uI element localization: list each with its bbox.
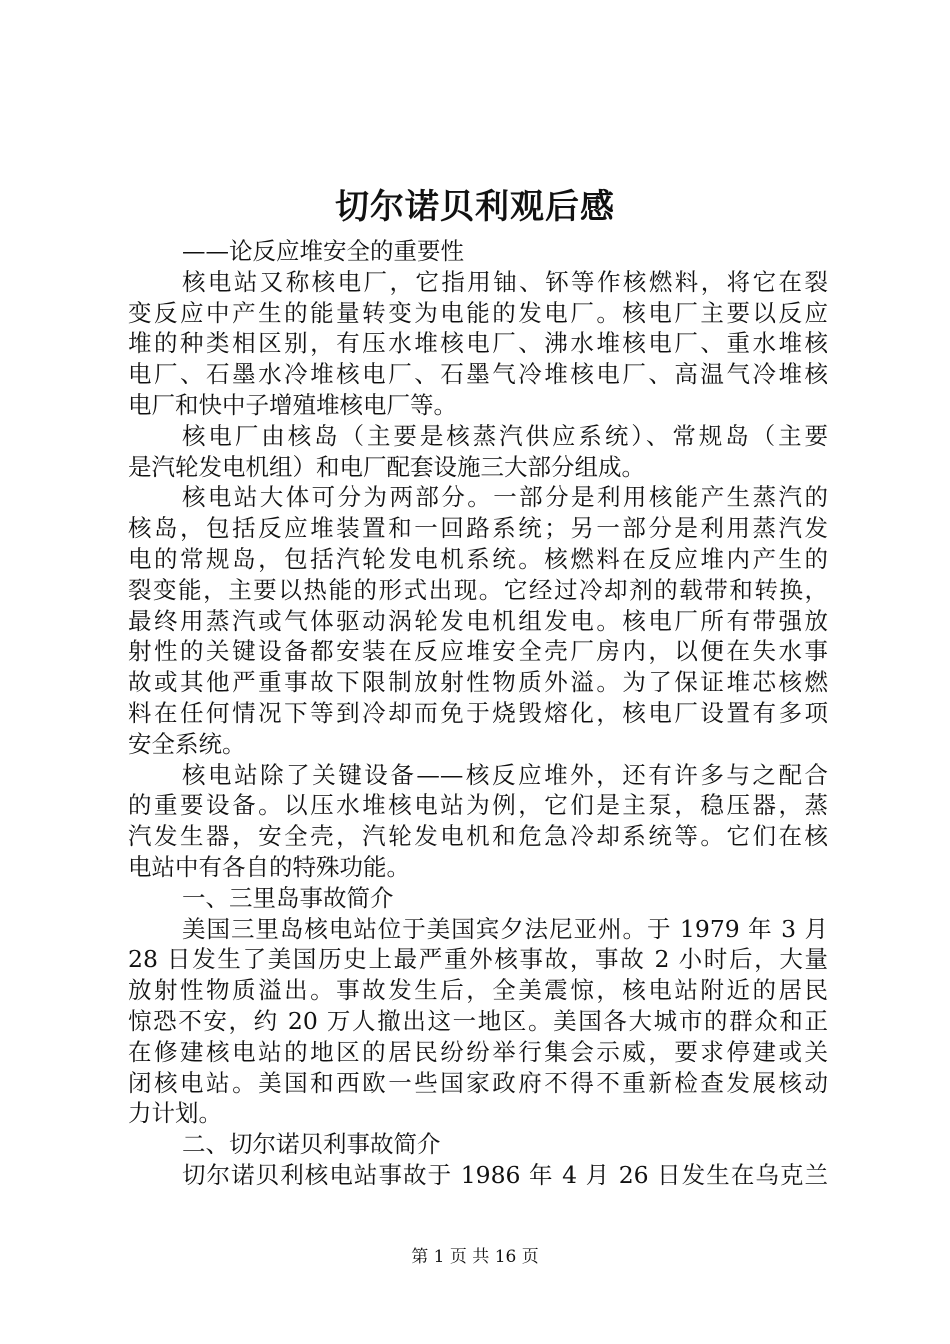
text-line: 核电站大体可分为两部分。一部分是利用核能产生蒸汽的 — [182, 483, 828, 512]
text-line: 闭核电站。美国和西欧一些国家政府不得不重新检查发展核动 — [128, 1068, 828, 1097]
text-line: 电厂、石墨水冷堆核电厂、石墨气冷堆核电厂、高温气冷堆核 — [128, 360, 828, 389]
text-line: 变反应中产生的能量转变为电能的发电厂。核电厂主要以反应 — [128, 298, 828, 327]
text-line: 的重要设备。以压水堆核电站为例，它们是主泵，稳压器，蒸 — [128, 791, 828, 820]
text-line: 核岛，包括反应堆装置和一回路系统；另一部分是利用蒸汽发 — [128, 514, 828, 543]
text-line: 惊恐不安，约 20 万人撤出这一地区。美国各大城市的群众和正 — [128, 1006, 828, 1035]
text-line: ——论反应堆安全的重要性 — [182, 237, 464, 265]
text-line: 核电站又称核电厂，它指用铀、钚等作核燃料，将它在裂 — [182, 267, 828, 296]
text-line: 在修建核电站的地区的居民纷纷举行集会示威，要求停建或关 — [128, 1037, 828, 1066]
text-line: 堆的种类相区别，有压水堆核电厂、沸水堆核电厂、重水堆核 — [128, 329, 828, 358]
text-line: 电站中有各自的特殊功能。 — [128, 852, 410, 881]
text-line: 核电站除了关键设备——核反应堆外，还有许多与之配合 — [182, 760, 828, 789]
text-line: 美国三里岛核电站位于美国宾夕法尼亚州。于 1979 年 3 月 — [182, 914, 828, 943]
text-line: 电厂和快中子增殖堆核电厂等。 — [128, 390, 457, 419]
text-line: 是汽轮发电机组）和电厂配套设施三大部分组成。 — [128, 452, 645, 481]
text-line: 最终用蒸汽或气体驱动涡轮发电机组发电。核电厂所有带强放 — [128, 606, 828, 635]
page-footer: 第 1 页 共 16 页 — [411, 1247, 539, 1267]
document-title: 切尔诺贝利观后感 — [335, 187, 615, 227]
text-line: 料在任何情况下等到冷却而免于烧毁熔化，核电厂设置有多项 — [128, 698, 828, 727]
document-body — [128, 236, 828, 1191]
text-line: 汽发生器，安全壳，汽轮发电机和危急冷却系统等。它们在核 — [128, 822, 828, 851]
text-line: 切尔诺贝利核电站事故于 1986 年 4 月 26 日发生在乌克兰 — [182, 1160, 828, 1189]
text-line: 故或其他严重事故下限制放射性物质外溢。为了保证堆芯核燃 — [128, 668, 828, 697]
text-line: 力计划。 — [128, 1099, 222, 1128]
text-line: 安全系统。 — [128, 729, 246, 758]
text-line: 裂变能，主要以热能的形式出现。它经过冷却剂的载带和转换， — [128, 575, 828, 604]
text-line: 28 日发生了美国历史上最严重外核事故，事故 2 小时后，大量 — [128, 945, 828, 974]
text-line: 电的常规岛，包括汽轮发电机系统。核燃料在反应堆内产生的 — [128, 544, 828, 573]
text-line: 放射性物质溢出。事故发生后，全美震惊，核电站附近的居民 — [128, 976, 828, 1005]
text-line: 二、切尔诺贝利事故简介 — [182, 1130, 441, 1159]
text-line: 射性的关键设备都安装在反应堆安全壳厂房内，以便在失水事 — [128, 637, 828, 666]
text-line: 核电厂由核岛（主要是核蒸汽供应系统）、常规岛（主要 — [182, 421, 828, 450]
text-line: 一、三里岛事故简介 — [182, 883, 394, 912]
